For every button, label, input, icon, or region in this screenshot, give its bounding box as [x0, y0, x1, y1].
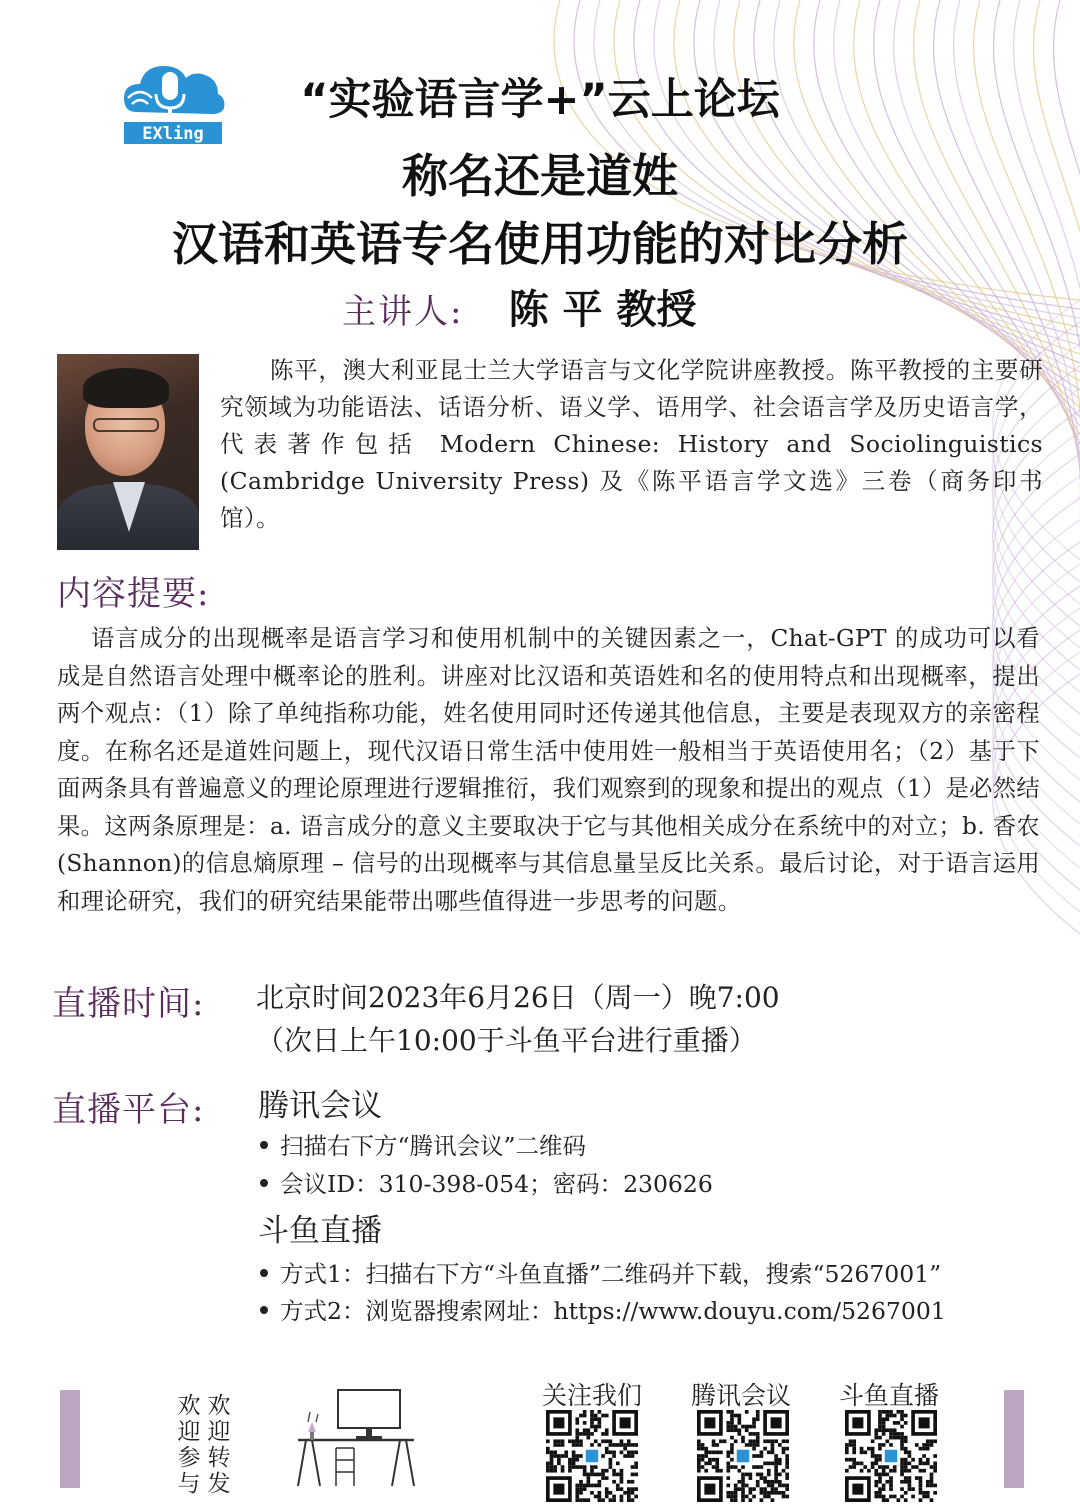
speaker-row — [342, 278, 696, 335]
douyu-bullet-1 — [260, 1255, 941, 1289]
right-accent-bar — [1004, 1390, 1024, 1488]
douyu-bullet-2 — [260, 1292, 946, 1326]
speaker-bio: 陈平，澳大利亚昆士兰大学语言与文化学院讲座教授。陈平教授的主要研究领域为功能语法、话语分析、语义学、语用学、社会语言学及历史语言学，代表著作包括 Modern Chinese: History and Sociolinguistics (Cambridge University Press) 及《陈平语言学文选》三卷（商务印书馆）。 — [220, 356, 1043, 532]
tencent-bullet-1 — [260, 1127, 586, 1161]
desk-illustration-icon — [292, 1388, 420, 1488]
qr-code-tencent-meeting[interactable] — [697, 1410, 789, 1502]
qr-code-follow-us[interactable] — [546, 1410, 638, 1502]
tencent-meeting-name: 腾讯会议 — [258, 1088, 382, 1124]
lecture-title-line2: 汉语和英语专名使用功能的对比分析 — [172, 217, 908, 271]
douyu-bullet-2-text: 方式2：浏览器搜索网址：https://www.douyu.com/5267001 — [280, 1297, 946, 1325]
platform-heading: 直播平台: — [52, 1090, 205, 1130]
qr-label-douyu-live: 斗鱼直播 — [838, 1381, 939, 1410]
qr-code-douyu-live[interactable] — [845, 1410, 937, 1502]
speaker-photo — [57, 354, 199, 550]
welcome-share-text: 欢迎转发 — [207, 1393, 231, 1497]
abstract-text: 语言成分的出现概率是语言学习和使用机制中的关键因素之一，Chat-GPT 的成功可以看成是自然语言处理中概率论的胜利。讲座对比汉语和英语姓和名的使用特点和出现概率，提出两个观点：（1）除了单纯指称功能，姓名使用同时还传递其他信息，主要是表现双方的亲密程度。在称名还是道姓问题上，现代汉语日常生活中使用姓一般相当于英语使用名；（2）基于下面两条具有普遍意义的理论原理进行逻辑推衍，我们观察到的现象和提出的观点（1）是必然结果。这两条原理是：a. 语言成分的意义主要取决于它与其他相关成分在系统中的对立；b. 香农(Shannon)的信息熵原理 – 信号的出现概率与其信息量呈反比关系。最后讨论，对于语言运用和理论研究，我们的研究结果能带出哪些值得进一步思考的问题。 — [57, 625, 1041, 915]
broadcast-time-heading: 直播时间: — [52, 984, 205, 1024]
tencent-bullet-2-text: 会议ID：310-398-054；密码：230626 — [280, 1170, 713, 1198]
tencent-bullet-1-text: 扫描右下方“腾讯会议”二维码 — [280, 1132, 587, 1160]
logo-text: EXling — [142, 124, 204, 144]
abstract-heading: 内容提要: — [57, 574, 210, 614]
broadcast-time-line1: 北京时间2023年6月26日（周一）晚7:00 — [256, 981, 780, 1014]
left-accent-bar — [60, 1390, 80, 1488]
tencent-bullet-2 — [260, 1165, 713, 1199]
forum-title: “实验语言学+”云上论坛 — [300, 75, 780, 125]
qr-label-follow-us: 关注我们 — [541, 1381, 642, 1410]
speaker-name: 陈 平 教授 — [508, 287, 697, 333]
douyu-live-name: 斗鱼直播 — [258, 1213, 382, 1249]
speaker-label: 主讲人: — [342, 292, 464, 332]
lecture-title-line1: 称名还是道姓 — [402, 149, 678, 203]
qr-label-tencent-meeting: 腾讯会议 — [690, 1381, 791, 1410]
welcome-join-text: 欢迎参与 — [177, 1393, 201, 1497]
douyu-bullet-1-text: 方式1：扫描右下方“斗鱼直播”二维码并下载，搜索“5267001” — [280, 1260, 942, 1288]
broadcast-time-line2: （次日上午10:00于斗鱼平台进行重播） — [256, 1024, 757, 1057]
